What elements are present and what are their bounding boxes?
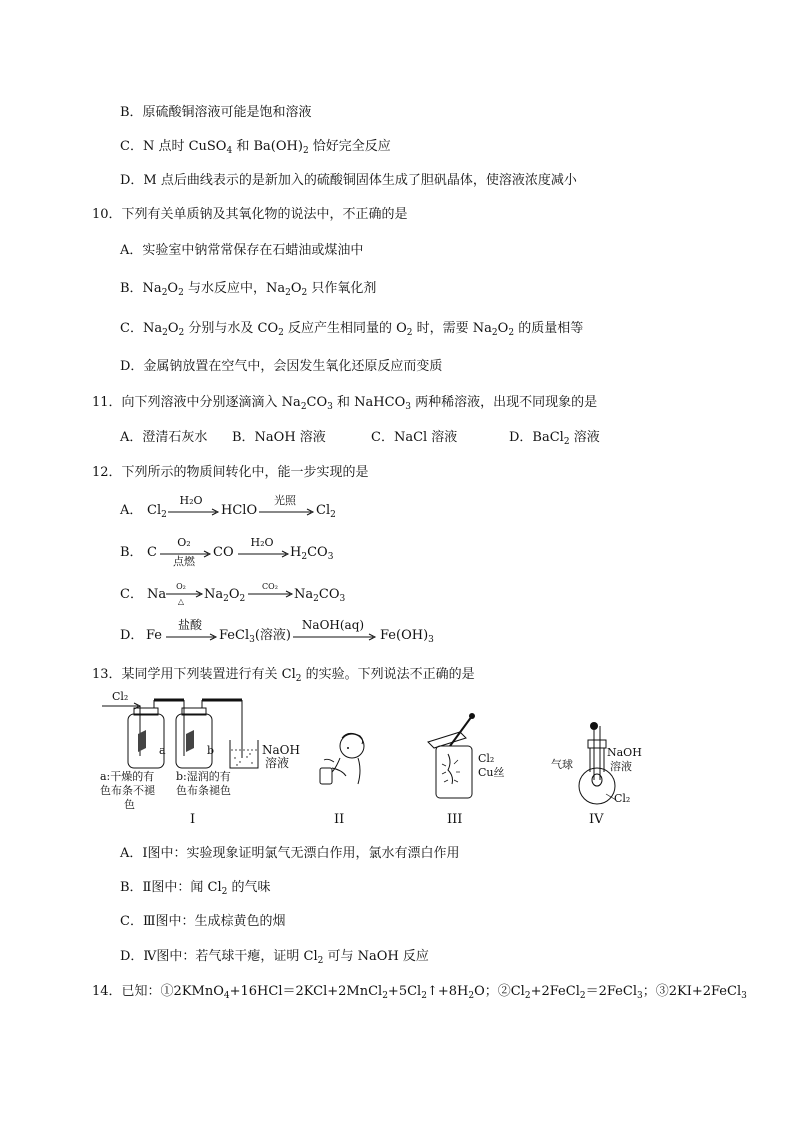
q9-option-d: D．M 点后曲线表示的是新加入的硫酸铜固体生成了胆矾晶体，使溶液浓度减小 — [120, 173, 577, 188]
q10-option-a: A．实验室中钠常常保存在石蜡油或煤油中 — [120, 243, 364, 258]
q11-option-d: D．BaCl$_2$ 溶液 — [509, 430, 600, 447]
q9-option-b: B．原硫酸铜溶液可能是饱和溶液 — [120, 105, 312, 120]
figure-label-iii: III — [447, 812, 463, 827]
copper-burning-jar-figure — [424, 712, 484, 802]
gas-wash-bottles-diagram — [100, 696, 275, 772]
q13-option-c: C．Ⅲ图中：生成棕黄色的烟 — [120, 914, 286, 929]
q10-option-d: D．金属钠放置在空气中，会因发生氧化还原反应而变质 — [120, 359, 443, 374]
q13-option-d: D．Ⅳ图中：若气球干瘪，证明 $Cl_2$ 可与 NaOH 反应 — [120, 949, 429, 966]
q13-option-b: B．Ⅱ图中：闻 $Cl_2$ 的气味 — [120, 880, 271, 897]
q10-option-b: B．$Na_2O_2$ 与水反应中，$Na_2O_2$ 只作氧化剂 — [120, 281, 377, 298]
q14-stem: 14．已知：$①2KMnO_4+16HCl=2KCl+2MnCl_2+5Cl_2↑+8H_2O$；$②Cl_2+2FeCl_2=2FeCl_3$；③2KI+2FeCl$_3$ — [92, 984, 747, 1001]
q11-stem: 11．向下列溶液中分别逐滴滴入 $Na_2CO_3$ 和 NaHCO$_3$ 两种稀溶液，出现不同现象的是 — [92, 395, 598, 412]
q11-option-a: A．澄清石灰水 — [120, 430, 208, 445]
q10-stem: 10．下列有关单质钠及其氧化物的说法中，不正确的是 — [92, 207, 408, 222]
figure-label-i: I — [190, 812, 196, 827]
q9-option-c: C．N 点时 CuSO$_4$ 和 $Ba(OH)_2$ 恰好完全反应 — [120, 139, 391, 156]
q13-option-a: A．Ⅰ图中：实验现象证明氯气无漂白作用，氯水有漂白作用 — [120, 846, 460, 861]
q12-stem: 12．下列所示的物质间转化中，能一步实现的是 — [92, 465, 369, 480]
exam-page: B．原硫酸铜溶液可能是饱和溶液 C．N 点时 CuSO$_4$ 和 $Ba(OH)_2$ 恰好完全反应 D．M 点后曲线表示的是新加入的硫酸铜固体生成了胆矾晶体，使溶液浓度减小 10．下列有关单质钠及其氧化物的说法中，不正确的是 A．实验室中钠常常保存在石蜡油或煤油中 B．$Na_2O_2$ 与水反应中，$Na_2O_2$ 只作氧化剂 C．$Na_2O_2$ 分别与水及 $CO_2$ 反应产生相同量的 $O_2$ 时，需要 $Na_2O_2$ 的质量相等 D．金属钠放置在空气中，会因发生氧化还原反应而变质 11．向下列溶液中分别逐滴滴入 $Na_2CO_3$ 和 NaHCO$_3$ 两种稀溶液，出现不同现象的是 A．澄清石灰水 B．NaOH 溶液 C．NaCl 溶液 D．BaCl$_2$ 溶液 12．下列所示的物质间转化中，能一步实现的是 A． $Cl_2$ H₂O HClO 光照 $Cl_2$ B． C O₂ 点燃 CO H₂O $H_2CO_3$ C． Na O₂ △ $Na_2O_2$ CO₂ $Na_2CO_3$ D． Fe 盐酸 FeCl$_3$(溶液) NaOH(aq) $Fe(OH)_3$ 13．某同学用下列装置进行有关 $Cl_2$ 的实验。下列说法不正确的是 Cl₂ a b NaOH 溶液 a:干燥的有 色布条不褪 色 b:湿润的有 色布条褪色 Cl₂ Cu丝 气球 NaOH 溶液 Cl₂ I II III IV A．Ⅰ图中：实验现象证明氯气无漂白作用，氯水有漂白作用 B．Ⅱ图中：闻 $Cl_2$ 的气味 C．Ⅲ图中：生成棕黄色的烟 D．Ⅳ图中：若气球干瘪，证明 $Cl_2$ 可与 NaOH 反应 14．已知：$①2KMnO_4+16HCl=2KCl+2MnCl_2+5Cl_2↑+8H_2O$；$②Cl_2+2FeCl_2=2FeCl_3$；③2KI+2FeCl$_3$ — [0, 0, 794, 1123]
q11-option-b: B．NaOH 溶液 — [232, 430, 326, 445]
q12a-cl2: $Cl_2$ — [147, 503, 167, 520]
q13-stem: 13．某同学用下列装置进行有关 $Cl_2$ 的实验。下列说法不正确的是 — [92, 667, 475, 684]
q11-option-c: C．NaCl 溶液 — [371, 430, 458, 445]
figure-label-iv: IV — [589, 812, 604, 827]
figure-label-ii: II — [334, 812, 345, 827]
q10-option-c: C．$Na_2O_2$ 分别与水及 $CO_2$ 反应产生相同量的 $O_2$ 时，需要 $Na_2O_2$ 的质量相等 — [120, 321, 584, 338]
smelling-gas-figure — [312, 728, 372, 790]
